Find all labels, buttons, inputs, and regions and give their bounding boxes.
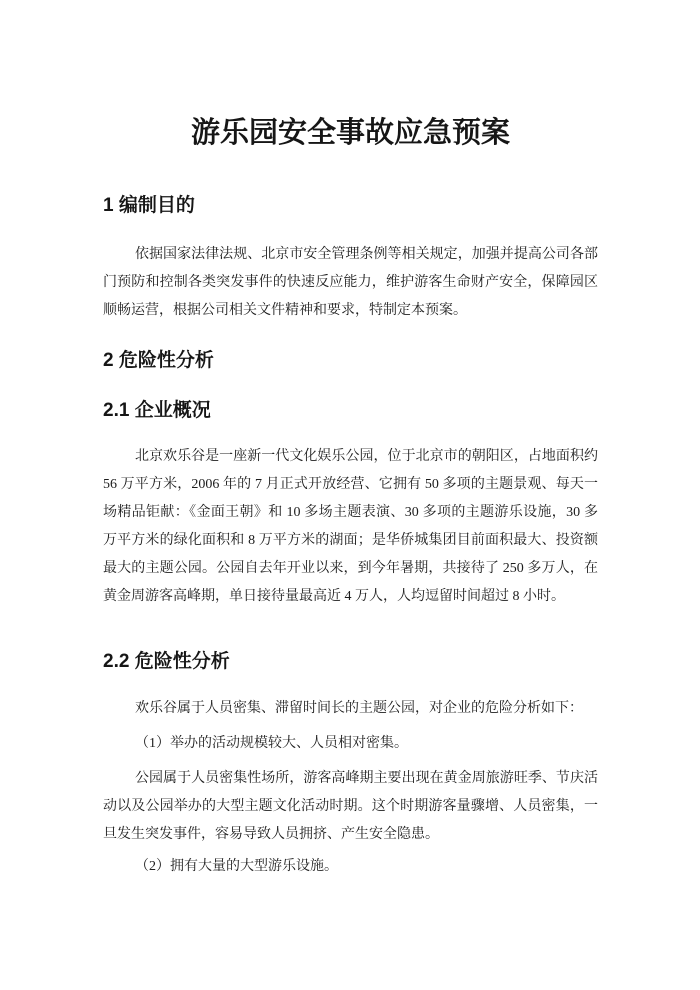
paragraph-risk-item-1: （1）举办的活动规模较大、人员相对密集。 [135,736,408,751]
paragraph-company-overview: 北京欢乐谷是一座新一代文化娱乐公园，位于北京市的朝阳区，占地面积约 56 万平方米，2006 年的 7 月正式开放经营、它拥有 50 多项的主题景观、每天一场精品钜献：《金面王朝》和 10 多场主题表演、30 多项的主题游乐设施，30 多万平方米的绿化面积和 8 万平方米的湖面；是华侨城集团目前面积最大、投资额最大的主题公园。公园自去年开业以来，到今年暑期，共接待了 250 多万人，在黄金周游客高峰期，单日接待量最高近 4 万人，人均逗留时间超过 8 小时。 [103,449,598,604]
subsection-heading-2-1-company-overview: 2.1 企业概况 [103,400,211,421]
section-heading-1-compilation-purpose: 1 编制目的 [103,195,195,216]
section-heading-2-risk-analysis: 2 危险性分析 [103,350,214,371]
paragraph-risk-item-2: （2）拥有大量的大型游乐设施。 [135,859,338,874]
document-title: 游乐园安全事故应急预案 [190,117,510,149]
subsection-heading-2-2-risk-analysis: 2.2 危险性分析 [103,651,230,672]
paragraph-risk-analysis-intro: 欢乐谷属于人员密集、滞留时间长的主题公园，对企业的危险分析如下： [135,701,583,716]
paragraph-crowd-risk-detail: 公园属于人员密集性场所，游客高峰期主要出现在黄金周旅游旺季、节庆活动以及公园举办的大型主题文化活动时期。这个时期游客量骤增、人员密集，一旦发生突发事件，容易导致人员拥挤、产生安全隐患。 [103,771,598,842]
paragraph-compilation-purpose: 依据国家法律法规、北京市安全管理条例等相关规定，加强并提高公司各部门预防和控制各类突发事件的快速反应能力，维护游客生命财产安全，保障园区顺畅运营，根据公司相关文件精神和要求，特制定本预案。 [103,247,598,318]
